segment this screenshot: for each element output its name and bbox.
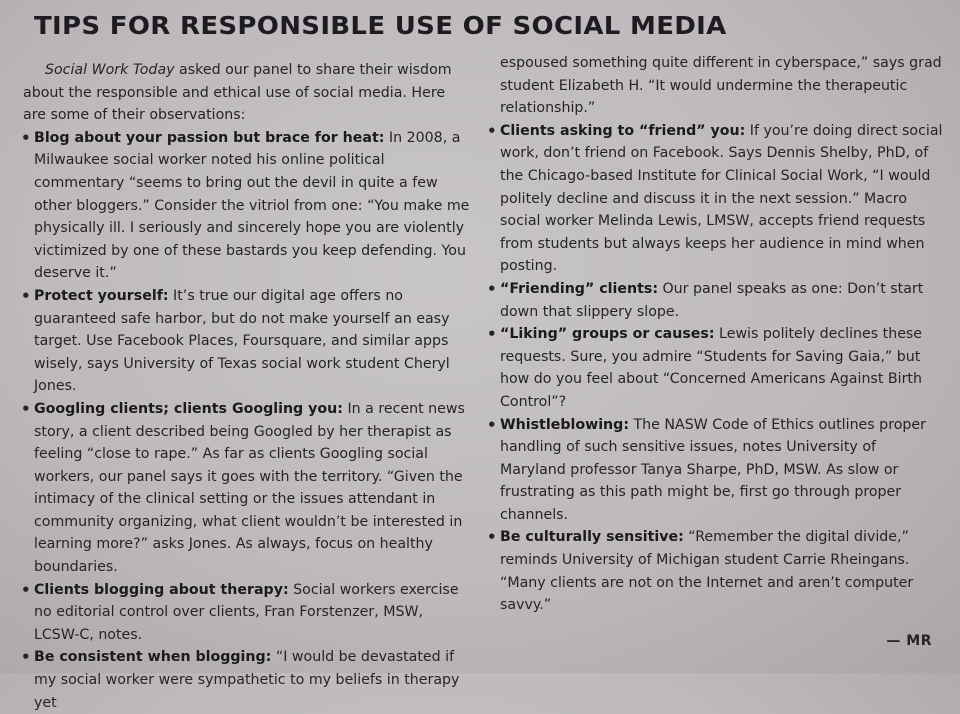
bullet-icon: • [487, 279, 497, 298]
tip-item [20, 646, 470, 714]
tip-heading: “Liking” groups or causes: [500, 326, 715, 343]
tip-text: “I would be devastated if my social worker were sympathetic to my beliefs in therapy yet [34, 649, 460, 711]
tip-item [486, 323, 944, 413]
tips-list-left [20, 127, 470, 714]
tip-item [486, 414, 944, 527]
tip-item [20, 579, 470, 647]
bullet-icon: • [21, 648, 31, 667]
publication-name: Social Work Today [45, 62, 175, 78]
bullet-icon: • [21, 580, 31, 599]
tip-text: “Remember the digital divide,” reminds University of Michigan student Carrie Rheingans. “Many clients are not on the Internet and aren’t computer savvy.” [500, 529, 914, 614]
tip-text: In 2008, a Milwaukee social worker noted his online political commentary “seems to bring out the devil in quite a few other bloggers.” Consider the vitriol from one: “You make me physically ill. I seriously and sincerely hope you are violently victimized by one of these bastards you keep defending. You deserve it.” [34, 129, 470, 282]
bullet-icon: • [487, 325, 497, 344]
bullet-icon: • [487, 121, 497, 140]
bullet-icon: • [21, 286, 31, 305]
tip-item [486, 526, 944, 616]
tip-heading: Googling clients; clients Googling you: [34, 400, 343, 417]
continued-quote: espoused something quite different in cyberspace,” says grad student Elizabeth H. “It would undermine the therapeutic relationship.” [500, 55, 942, 117]
tip-heading: “Friending” clients: [500, 280, 658, 297]
bullet-icon: • [21, 128, 31, 147]
tip-heading: Clients asking to “friend” you: [500, 122, 746, 139]
author-signoff: — MR [886, 633, 932, 649]
tip-text: Lewis politely declines these requests. Sure, you admire “Students for Saving Gaia,” but how do you feel about “Concerned Americans Against Birth Control”? [500, 326, 923, 410]
tip-text: Our panel speaks as one: Don’t start down that slippery slope. [500, 280, 924, 320]
bullet-icon: • [21, 399, 31, 418]
tip-heading: Clients blogging about therapy: [34, 581, 289, 598]
tip-heading: Protect yourself: [34, 287, 169, 304]
tip-text: Social workers exercise no editorial control over clients, Fran Forstenzer, MSW, LCSW-C, notes. [34, 581, 459, 643]
bullet-icon: • [487, 415, 497, 434]
tip-item [486, 278, 944, 323]
article-title: TIPS FOR RESPONSIBLE USE OF SOCIAL MEDIA [34, 11, 727, 40]
bullet-icon: • [487, 528, 497, 547]
left-column [20, 59, 470, 714]
tip-text: The NASW Code of Ethics outlines proper handling of such sensitive issues, notes University of Maryland professor Tanya Sharpe, PhD, MSW. As slow or frustrating as this path might be, first go through proper channels. [500, 416, 926, 523]
tip-item [20, 285, 470, 398]
tip-item [20, 127, 470, 285]
intro-text: asked our panel to share their wisdom about the responsible and ethical use of social media. Here are some of their observations: [23, 62, 452, 124]
tip-item [20, 398, 470, 579]
tip-heading: Blog about your passion but brace for heat: [34, 129, 385, 146]
tip-heading: Be consistent when blogging: [34, 649, 272, 666]
tip-heading: Be culturally sensitive: [500, 529, 684, 546]
tip-text: It’s true our digital age offers no guaranteed safe harbor, but do not make yourself an easy target. Use Facebook Places, Foursquare, and similar apps wisely, says University of Texas social work student Cheryl Jones. [34, 287, 450, 395]
tip-text: In a recent news story, a client described being Googled by her therapist as feeling “close to rape.” As far as clients Googling social workers, our panel says it goes with the territory. “Given the intimacy of the clinical setting or the issues attendant in community organizing, what client wouldn’t be interested in learning more?” asks Jones. As always, focus on healthy boundaries. [34, 400, 465, 576]
tip-text: If you’re doing direct social work, don’t friend on Facebook. Says Dennis Shelby, PhD, of the Chicago-based Institute for Clinical Social Work, “I would politely decline and discuss it in the next session.” Macro social worker Melinda Lewis, LMSW, accepts friend requests from students but always keeps her audience in mind when posting. [500, 122, 943, 275]
tip-heading: Whistleblowing: [500, 416, 629, 433]
tip-item [486, 120, 944, 278]
tips-list-right [486, 120, 944, 617]
intro-paragraph [23, 59, 470, 127]
right-column [486, 52, 944, 617]
